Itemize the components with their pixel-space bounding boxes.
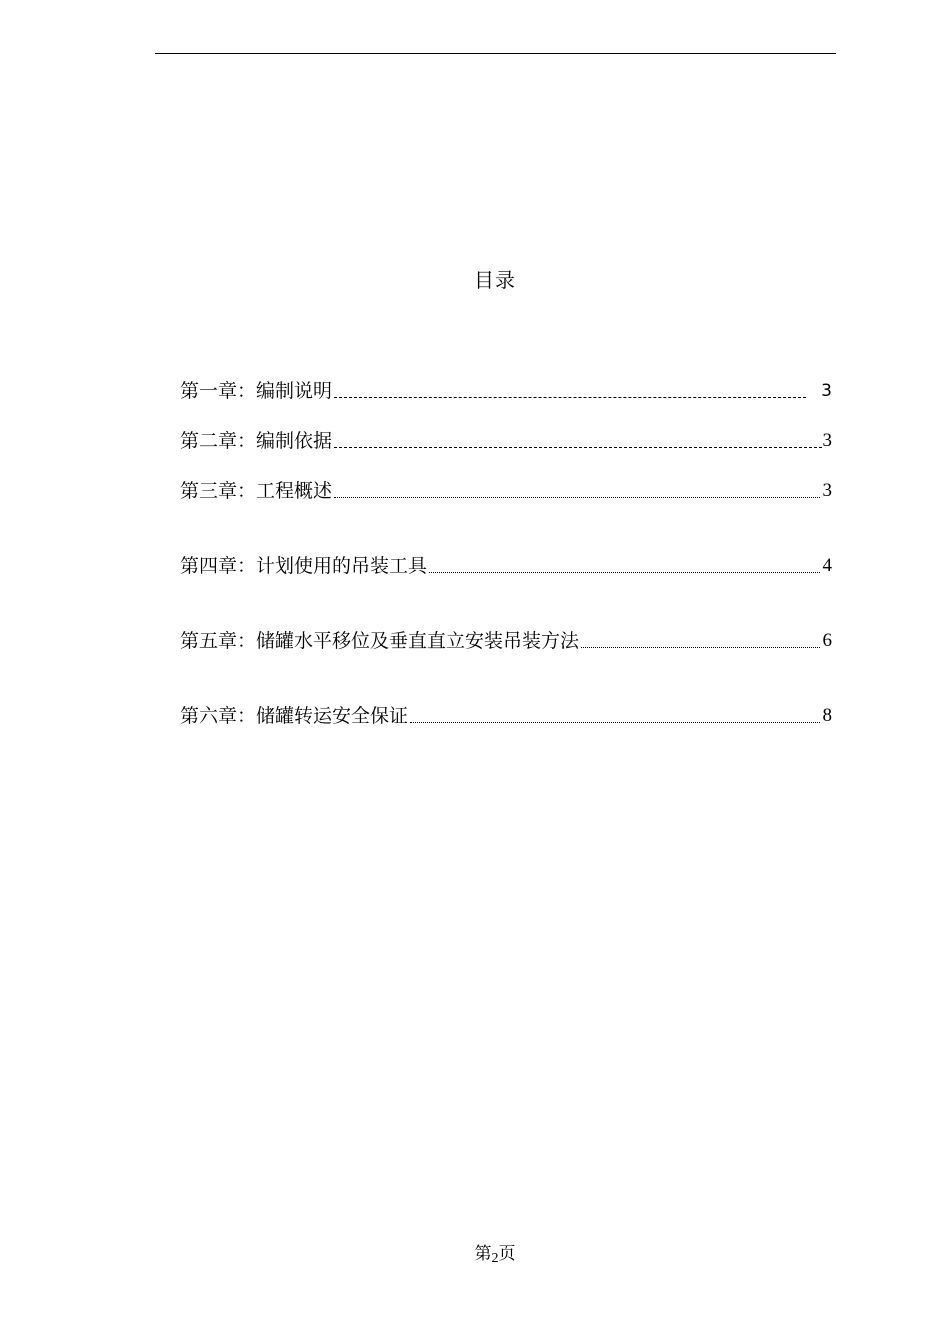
toc-leader [581,647,819,648]
toc-entry-chapter-3[interactable] [180,477,832,505]
toc-entry-label: 第六章：储罐转运安全保证 [180,705,409,727]
footer-suffix: 页 [498,1244,516,1264]
toc-entry-page: 3 [822,480,832,501]
toc-entry-page: 3 [822,430,832,451]
toc-leader [334,497,819,498]
header-rule [155,53,836,54]
page-footer [0,1239,950,1264]
toc-entry-page: 6 [822,630,832,651]
footer-page-number: 2 [491,1251,499,1266]
toc-leader [334,447,821,448]
toc-leader [429,572,819,573]
footer-prefix: 第 [474,1244,492,1264]
toc-entry-page: 3 [821,381,832,401]
toc-entry-page: 8 [822,705,832,726]
toc-entry-label: 第二章：编制依据 [180,430,333,452]
toc-leader [410,722,819,723]
toc-entry-label: 第五章：储罐水平移位及垂直直立安装吊装方法 [180,630,580,652]
toc-entry-chapter-4[interactable] [180,552,832,580]
toc-entry-chapter-5[interactable] [180,627,832,655]
toc-entry-label: 第一章：编制说明 [180,380,333,402]
toc-entry-label: 第三章：工程概述 [180,480,333,502]
toc-entry-chapter-6[interactable] [180,702,832,730]
toc-title: 目录 [474,268,516,292]
toc-entry-chapter-2[interactable] [180,427,832,455]
toc-entry-page: 4 [822,555,832,576]
toc-entry-label: 第四章：计划使用的吊装工具 [180,555,428,577]
toc-leader [334,397,806,398]
toc-entry-chapter-1[interactable] [180,377,832,405]
